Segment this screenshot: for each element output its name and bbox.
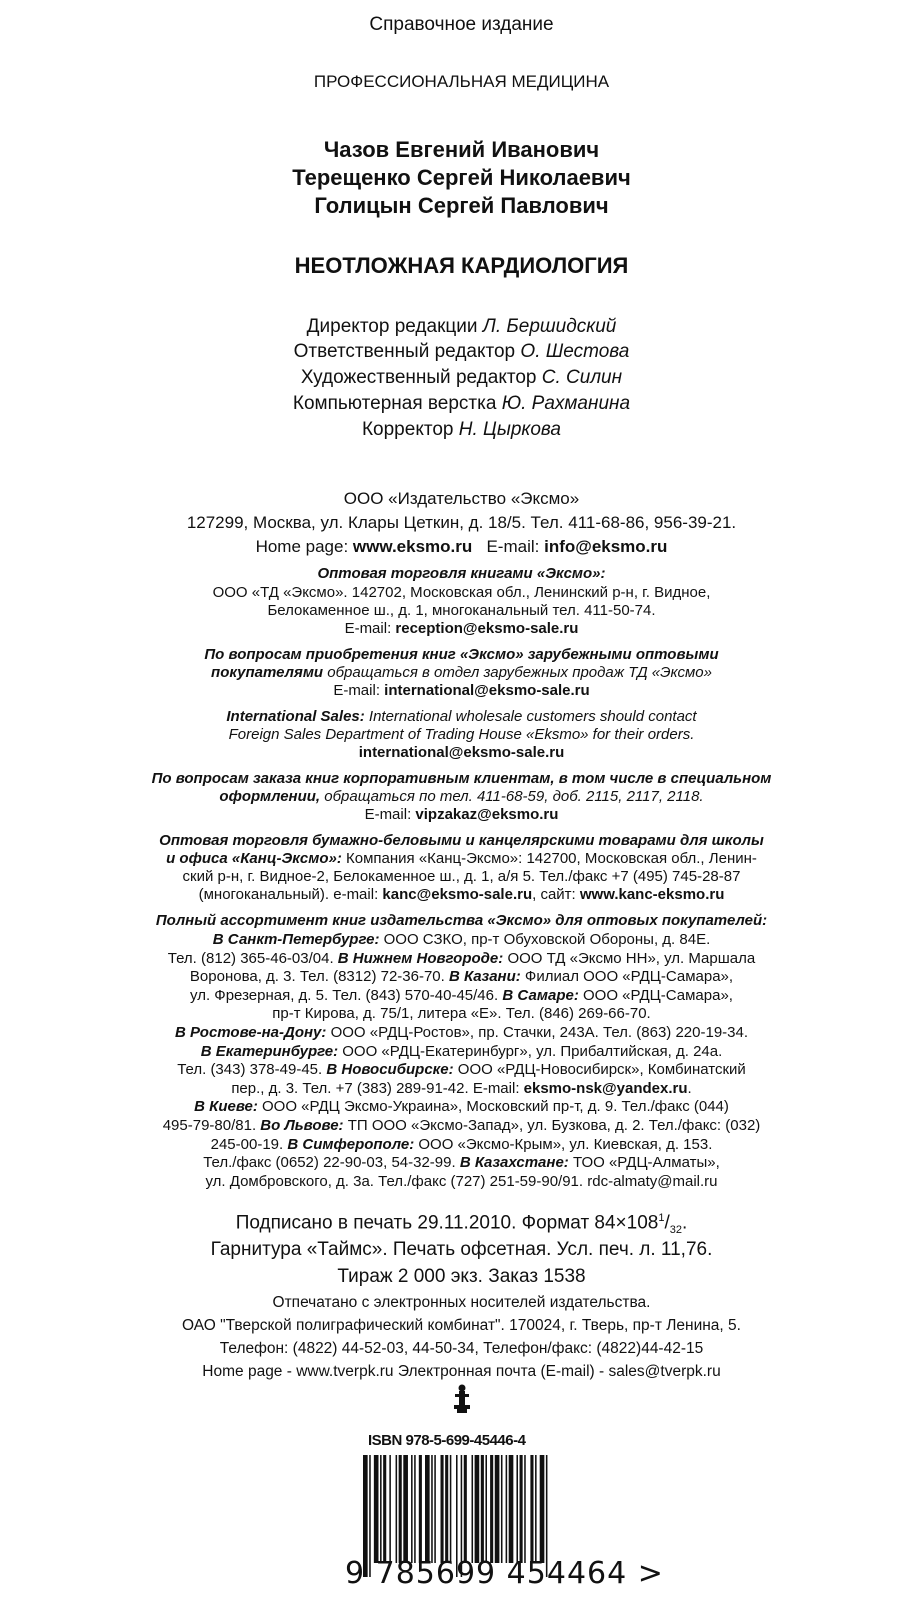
barcode-bar xyxy=(472,1455,474,1563)
region-line xyxy=(0,1043,923,1060)
region-city: В Екатеринбурге: xyxy=(200,1042,339,1060)
region-text: пер., д. 3. Тел. +7 (383) 289-91-42. E-mail: xyxy=(231,1079,524,1097)
region-city: В Санкт-Петербурге: xyxy=(212,931,380,948)
barcode-bar xyxy=(506,1455,508,1563)
region-text: пр-т Кирова, д. 75/1, литера «Е». Тел. (846) 269-66-70. xyxy=(272,1005,651,1023)
region-line xyxy=(0,1136,923,1153)
barcode-bar xyxy=(530,1455,533,1563)
imprint-run: Тираж 2 000 экз. Заказ 1538 xyxy=(337,1266,586,1287)
author-2: Терещенко Сергей Николаевич xyxy=(292,165,631,190)
region-text: Филиал ООО «РДЦ-Самара», xyxy=(520,968,734,986)
author-3: Голицын Сергей Павлович xyxy=(314,193,609,218)
region-line xyxy=(0,1154,923,1171)
region-text: ООО «РДЦ Эксмо-Украина», Московский пр-т, д. 9. Тел./факс (044) xyxy=(257,1098,729,1116)
region-city: В Нижнем Новгороде: xyxy=(337,949,504,967)
barcode-bar xyxy=(425,1455,430,1563)
foreign-buyers-line: покупателями обращаться в отдел зарубежных продаж ТД «Эксмо» xyxy=(211,664,712,681)
international-line: Foreign Sales Department of Trading House «Eksmo» for their orders. xyxy=(228,726,695,743)
region-line xyxy=(0,1098,923,1115)
stationery-line: и офиса «Канц-Эксмо»: Компания «Канц-Эксмо»: 142700, Московская обл., Ленин- xyxy=(166,850,757,867)
credit-line: Ответственный редактор О. Шестова xyxy=(293,341,630,362)
barcode-bar xyxy=(450,1455,452,1563)
publication-kind: Справочное издание xyxy=(369,14,554,35)
region-city: В Ростове-на-Дону: xyxy=(174,1024,327,1041)
barcode-bar xyxy=(396,1455,398,1563)
barcode-bar xyxy=(520,1455,523,1563)
barcode-bar xyxy=(434,1455,436,1563)
region-line xyxy=(0,1173,923,1190)
credit-line: Компьютерная верстка Ю. Рахманина xyxy=(292,393,631,414)
barcode-bar xyxy=(383,1455,386,1563)
region-line xyxy=(0,1080,923,1097)
barcode-bar xyxy=(414,1455,416,1563)
region-text: . xyxy=(687,1079,692,1097)
region-city: В Самаре: xyxy=(502,986,579,1004)
region-text: 245-00-19. xyxy=(210,1135,288,1153)
barcode-bar xyxy=(540,1455,545,1563)
barcode-bar xyxy=(535,1455,537,1563)
region-city: В Киеве: xyxy=(194,1098,258,1116)
imprint-format: Подписано в печать 29.11.2010. Формат $84\times 108^1/_{32}$. xyxy=(235,1212,688,1237)
barcode-bar xyxy=(374,1455,379,1563)
barcode-bar xyxy=(524,1455,526,1563)
region-text: ООО «РДЦ-Ростов», пр. Стачки, 243А. Тел. (863) 220-19-34. xyxy=(326,1024,749,1041)
region-line xyxy=(0,1005,923,1022)
wholesale-heading: Оптовая торговля книгами «Эксмо»: xyxy=(317,565,606,582)
printer-line: Отпечатано с электронных носителей издательства. xyxy=(272,1294,651,1311)
region-text: Тел./факс (0652) 22-90-03, 54-32-99. xyxy=(203,1154,460,1172)
region-text: ТОО «РДЦ-Алматы», xyxy=(568,1154,720,1172)
publisher-name: ООО «Издательство «Эксмо» xyxy=(343,489,580,508)
printer-logo-icon xyxy=(452,1384,472,1414)
region-text: Тел. (343) 378-49-45. xyxy=(177,1061,327,1079)
region-text: ООО «Эксмо-Крым», ул. Киевская, д. 153. xyxy=(414,1135,713,1153)
wholesale-line: ООО «ТД «Эксмо». 142702, Московская обл., Ленинский р-н, г. Видное, xyxy=(212,584,711,601)
region-text: ООО ТД «Эксмо НН», ул. Маршала xyxy=(503,949,756,967)
barcode-bar xyxy=(509,1455,514,1563)
barcode-bar xyxy=(411,1455,413,1563)
region-line xyxy=(0,1117,923,1134)
printer-line: ОАО "Тверской полиграфический комбинат". 170024, г. Тверь, пр-т Ленина, 5. xyxy=(182,1317,741,1334)
region-line xyxy=(0,931,923,948)
barcode-bar xyxy=(419,1455,422,1563)
barcode-bar xyxy=(481,1455,484,1563)
printer-line: Телефон: (4822) 44-52-03, 44-50-34, Телефон/факс: (4822)44-42-15 xyxy=(219,1340,704,1357)
wholesale-email: E-mail: reception@eksmo-sale.ru xyxy=(344,620,579,637)
printer-line: Home page - www.tverpk.ru Электронная почта (E-mail) - sales@tverpk.ru xyxy=(202,1363,721,1380)
region-city: В Новосибирске: xyxy=(326,1061,454,1079)
isbn-text: ISBN 978-5-699-45446-4 xyxy=(368,1432,526,1449)
foreign-buyers-line: По вопросам приобретения книг «Эксмо» зарубежными оптовыми xyxy=(204,646,719,663)
region-text: Тел. (812) 365-46-03/04. xyxy=(167,949,338,967)
barcode-bar xyxy=(516,1455,518,1563)
barcode-bar xyxy=(501,1455,503,1563)
region-text: ул. Домбровского, д. 3а. Тел./факс (727) 251-59-90/91. rdc-almaty@mail.ru xyxy=(205,1172,718,1190)
region-text: ООО СЗКО, пр-т Обуховской Обороны, д. 84Е. xyxy=(379,931,711,948)
foreign-buyers-email: E-mail: international@eksmo-sale.ru xyxy=(333,682,590,699)
publisher-address: 127299, Москва, ул. Клары Цеткин, д. 18/5. Тел. 411-68-86, 956-39-21. xyxy=(186,513,737,532)
author-1: Чазов Евгений Иванович xyxy=(323,137,600,162)
barcode-bar xyxy=(464,1455,467,1563)
region-city: В Казахстане: xyxy=(459,1154,569,1172)
wholesale-line: Белокаменное ш., д. 1, многоканальный тел. 411-50-74. xyxy=(267,602,656,619)
series-name: ПРОФЕССИОНАЛЬНАЯ МЕДИЦИНА xyxy=(313,72,610,91)
region-line xyxy=(0,1024,923,1041)
publisher-contacts: Home page: www.eksmo.ru E-mail: info@eksmo.ru xyxy=(255,537,668,556)
barcode-bar xyxy=(380,1455,382,1563)
region-city: В Симферополе: xyxy=(287,1135,415,1153)
region-text: ООО «РДЦ-Новосибирск», Комбинатский xyxy=(453,1061,746,1079)
stationery-line: Оптовая торговля бумажно-беловыми и канцелярскими товарами для школы xyxy=(159,832,764,849)
credit-line: Художественный редактор С. Силин xyxy=(300,367,623,388)
region-text: ТП ООО «Эксмо-Запад», ул. Бузкова, д. 2. Тел./факс: (032) xyxy=(343,1117,761,1134)
region-city: eksmo-nsk@yandex.ru xyxy=(523,1079,688,1097)
region-text: Воронова, д. 3. Тел. (8312) 72-36-70. xyxy=(189,968,449,986)
barcode-bar xyxy=(475,1455,480,1563)
barcode-bar xyxy=(495,1455,500,1563)
credit-line: Директор редакции Л. Бершидский xyxy=(306,316,617,337)
corporate-line: По вопросам заказа книг корпоративным клиентам, в том числе в специальном xyxy=(151,770,772,787)
barcode-bar xyxy=(485,1455,487,1563)
region-text: ул. Фрезерная, д. 5. Тел. (843) 570-40-45/46. xyxy=(190,986,503,1004)
barcode-bar xyxy=(441,1455,444,1563)
region-line xyxy=(0,987,923,1004)
barcode-bar xyxy=(389,1455,391,1563)
region-text: ООО «РДЦ-Самара», xyxy=(578,986,733,1004)
region-text: 495-79-80/81. xyxy=(162,1117,261,1134)
credit-line: Корректор Н. Цыркова xyxy=(361,419,561,440)
regions-heading: Полный ассортимент книг издательства «Эксмо» для оптовых покупателей: xyxy=(155,912,768,929)
stationery-line: ский р-н, г. Видное-2, Белокаменное ш., д. 1, а/я 5. Тел./факс +7 (495) 745-28-87 xyxy=(182,868,741,885)
international-line: International Sales: International wholesale customers should contact xyxy=(226,708,697,725)
region-line xyxy=(0,968,923,985)
corporate-line: оформлении, обращаться по тел. 411-68-59, доб. 2115, 2117, 2118. xyxy=(219,788,704,805)
barcode-bar xyxy=(399,1455,402,1563)
international-email: international@eksmo-sale.ru xyxy=(358,744,565,761)
book-title: НЕОТЛОЖНАЯ КАРДИОЛОГИЯ xyxy=(294,253,629,278)
region-line xyxy=(0,950,923,967)
corporate-email: E-mail: vipzakaz@eksmo.ru xyxy=(364,806,559,823)
region-text: ООО «РДЦ-Екатеринбург», ул. Прибалтийская, д. 24а. xyxy=(338,1042,723,1060)
barcode-bar xyxy=(490,1455,493,1563)
barcode-bar xyxy=(445,1455,448,1563)
region-city: В Казани: xyxy=(448,968,521,986)
barcode-bar xyxy=(403,1455,408,1563)
imprint-typeface: Гарнитура «Таймс». Печать офсетная. Усл. печ. л. 11,76. xyxy=(210,1239,713,1260)
region-city: Во Львове: xyxy=(260,1117,344,1134)
region-line xyxy=(0,1061,923,1078)
stationery-line: (многоканальный). e-mail: kanc@eksmo-sale.ru, сайт: www.kanc-eksmo.ru xyxy=(198,886,725,903)
barcode-digits: 9 785699 454464 > xyxy=(345,1556,664,1591)
barcode-bar xyxy=(431,1455,433,1563)
